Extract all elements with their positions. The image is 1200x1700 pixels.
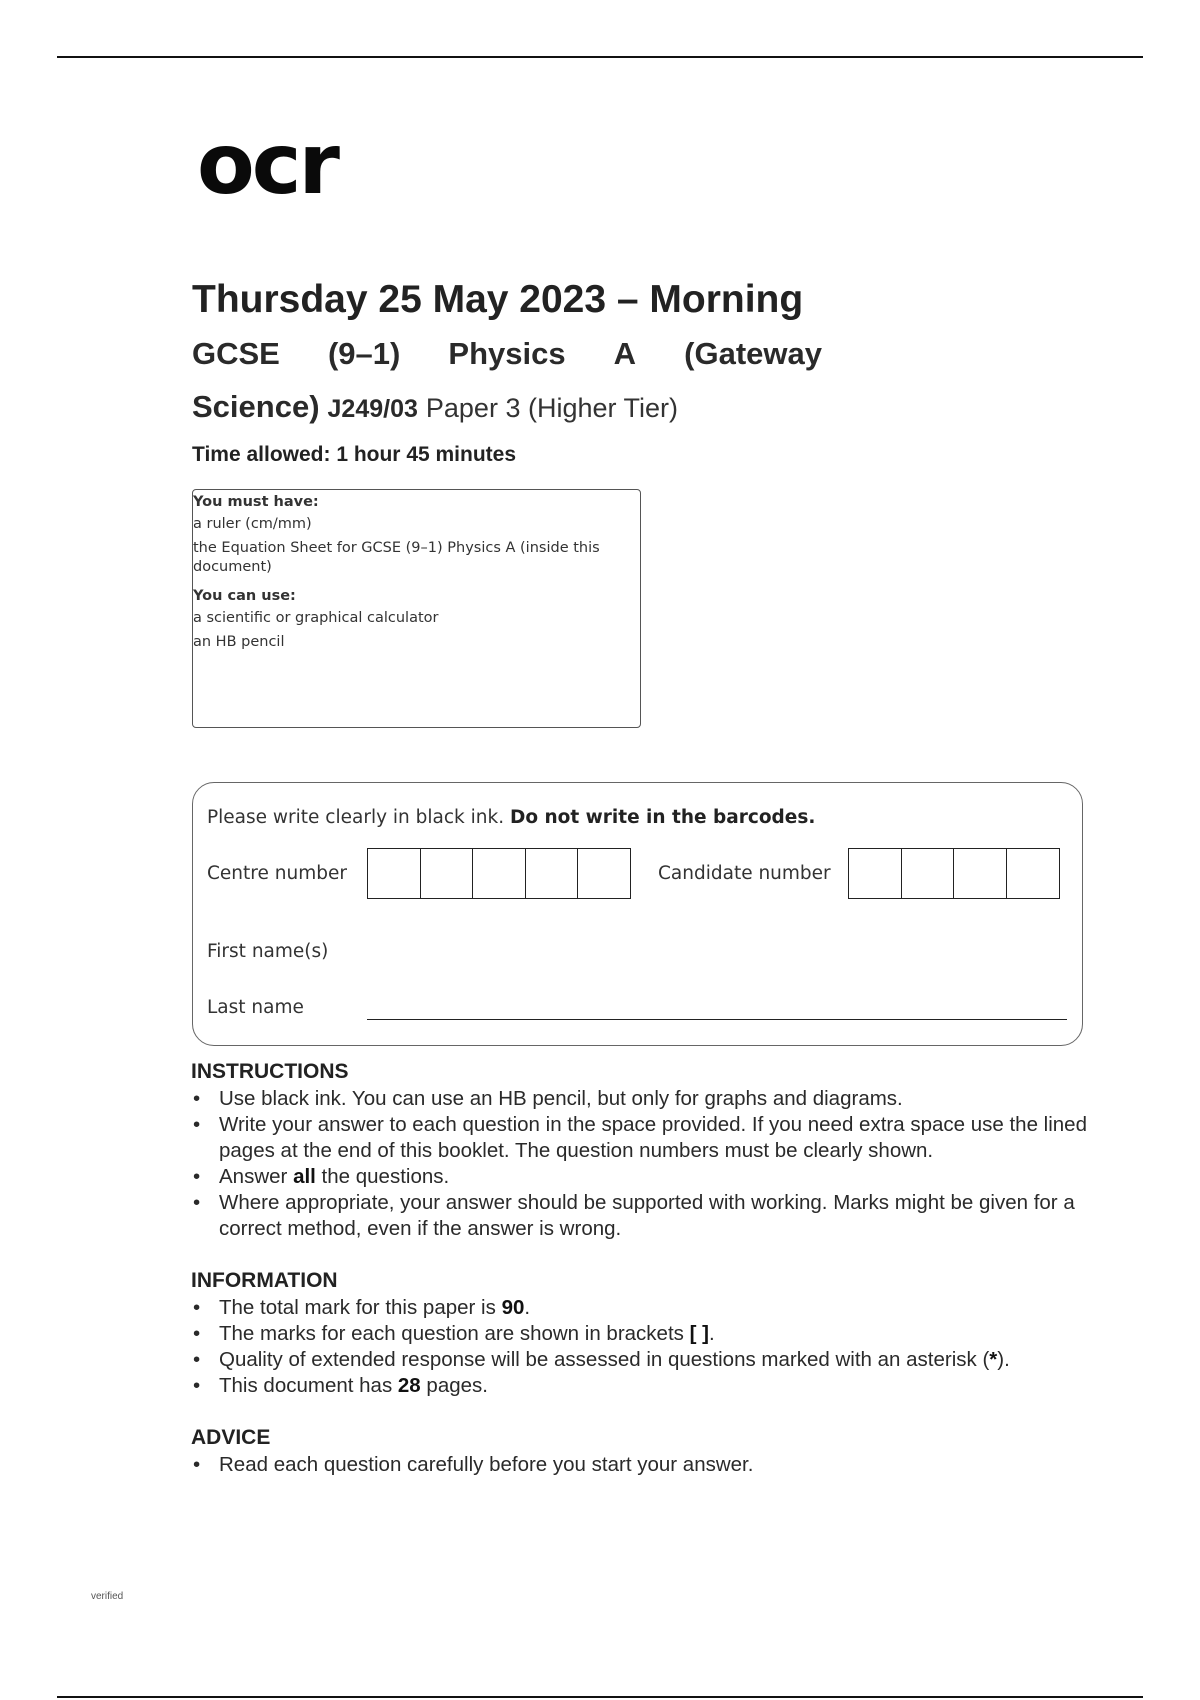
advice-item: • Read each question carefully before you start your answer. — [191, 1452, 1111, 1478]
ink-note-text: Please write clearly in black ink. — [207, 807, 505, 828]
can-use-item: a scientific or graphical calculator — [193, 610, 439, 626]
first-name-label: First name(s) — [207, 941, 329, 962]
paper-code: J249/03 — [327, 395, 418, 423]
candidate-number-label: Candidate number — [658, 863, 831, 884]
centre-digit-box[interactable] — [472, 848, 526, 899]
centre-number-label: Centre number — [207, 863, 347, 884]
can-use-heading: You can use: — [193, 588, 296, 604]
barcode-warning: Do not write in the barcodes. — [510, 807, 816, 828]
subject-word: (9–1) — [327, 336, 401, 371]
can-use-item: an HB pencil — [193, 634, 285, 650]
instructions-heading: INSTRUCTIONS — [191, 1060, 349, 1083]
equipment-box — [192, 489, 641, 728]
centre-digit-box[interactable] — [577, 848, 631, 899]
instruction-item: • Answer all the questions. — [191, 1164, 1111, 1190]
centre-digit-box[interactable] — [525, 848, 579, 899]
subject-title-line1 — [192, 336, 822, 372]
last-name-label: Last name — [207, 997, 304, 1018]
subject-continuation: Science) — [192, 389, 320, 424]
must-have-heading: You must have: — [193, 494, 319, 510]
must-have-item: a ruler (cm/mm) — [193, 516, 312, 532]
information-item: • The total mark for this paper is 90. — [191, 1295, 1111, 1321]
candidate-details-box — [192, 782, 1083, 1046]
last-name-field[interactable] — [367, 1019, 1067, 1020]
exam-date: Thursday 25 May 2023 – Morning — [192, 278, 804, 321]
bottom-rule — [57, 1696, 1143, 1698]
candidate-digit-box[interactable] — [848, 848, 902, 899]
must-have-item: the Equation Sheet for GCSE (9–1) Physics A (inside this document) — [193, 540, 600, 575]
candidate-digit-box[interactable] — [953, 848, 1007, 899]
centre-digit-box[interactable] — [420, 848, 474, 899]
subject-word: GCSE — [192, 336, 280, 371]
information-item: • Quality of extended response will be assessed in questions marked with an asterisk (*). — [191, 1347, 1111, 1373]
information-section — [191, 1268, 1111, 1399]
information-item: • The marks for each question are shown in brackets [ ]. — [191, 1321, 1111, 1347]
candidate-number-field[interactable] — [848, 848, 1060, 899]
information-item: • This document has 28 pages. — [191, 1373, 1111, 1399]
centre-number-field[interactable] — [367, 848, 631, 899]
subject-word: Physics — [448, 336, 566, 371]
verified-watermark: verified — [91, 1591, 124, 1602]
advice-heading: ADVICE — [191, 1426, 271, 1449]
instruction-item: • Where appropriate, your answer should be supported with working. Marks might be given for a correct method, even if the answer is wrong. — [191, 1190, 1111, 1242]
instruction-item: • Write your answer to each question in the space provided. If you need extra space use the lined pages at the end of this booklet. The question numbers must be clearly shown. — [191, 1112, 1111, 1164]
time-allowed: Time allowed: 1 hour 45 minutes — [192, 443, 517, 466]
candidate-digit-box[interactable] — [901, 848, 955, 899]
ocr-logo: ocr — [197, 115, 337, 213]
centre-digit-box[interactable] — [367, 848, 421, 899]
paper-tier: Paper 3 (Higher Tier) — [425, 393, 678, 423]
ink-note — [207, 807, 815, 828]
subject-title-line2 — [192, 389, 678, 425]
candidate-digit-box[interactable] — [1006, 848, 1060, 899]
instructions-section — [191, 1059, 1111, 1242]
top-rule — [57, 56, 1143, 58]
instruction-item: • Use black ink. You can use an HB pencil, but only for graphs and diagrams. — [191, 1086, 1111, 1112]
information-heading: INFORMATION — [191, 1269, 338, 1292]
advice-section — [191, 1425, 1111, 1478]
subject-word: (Gateway — [684, 336, 822, 371]
subject-word: A — [613, 336, 637, 371]
